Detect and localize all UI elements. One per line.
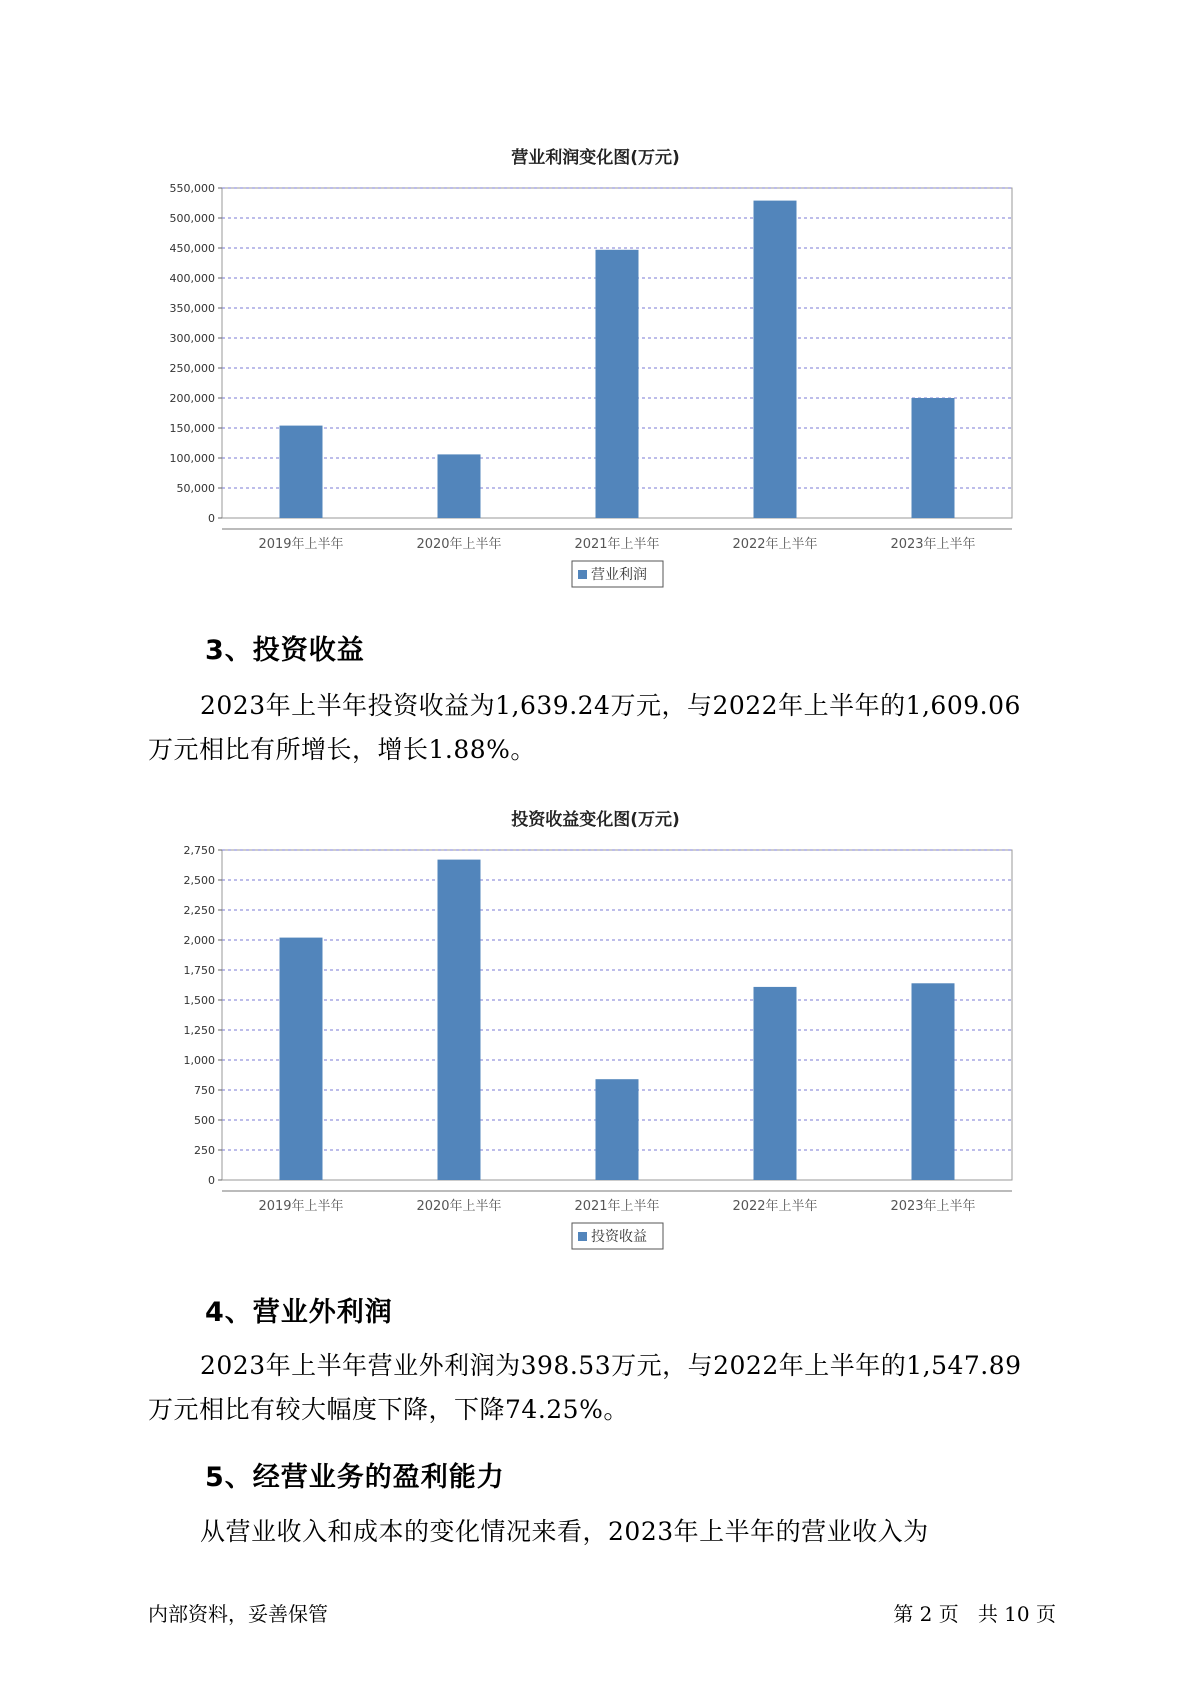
x-tick-label: 2019年上半年 <box>258 1199 344 1214</box>
bar <box>912 398 955 518</box>
y-tick-label: 1,250 <box>183 1024 215 1037</box>
section-heading-profitability: 5、经营业务的盈利能力 <box>205 1462 505 1493</box>
footer-page-number: 第 2 页 共 10 页 <box>893 1602 1056 1626</box>
x-tick-label: 2021年上半年 <box>574 537 660 552</box>
y-tick-label: 500,000 <box>169 212 215 225</box>
bar <box>280 938 323 1180</box>
y-tick-label: 400,000 <box>169 272 215 285</box>
y-tick-label: 750 <box>194 1084 215 1097</box>
y-tick-label: 500 <box>194 1114 215 1127</box>
x-tick-label: 2019年上半年 <box>258 537 344 552</box>
x-tick-label: 2023年上半年 <box>890 537 976 552</box>
chart-title-operating-profit: 营业利润变化图(万元) <box>511 148 680 168</box>
y-tick-label: 100,000 <box>169 452 215 465</box>
y-tick-label: 1,750 <box>183 964 215 977</box>
bar <box>438 454 481 518</box>
y-tick-label: 50,000 <box>176 482 215 495</box>
x-tick-label: 2020年上半年 <box>416 1199 502 1214</box>
section-heading-non-operating-profit: 4、营业外利润 <box>205 1297 393 1328</box>
bar <box>596 1079 639 1180</box>
x-tick-label: 2021年上半年 <box>574 1199 660 1214</box>
y-tick-label: 250,000 <box>169 362 215 375</box>
y-tick-label: 450,000 <box>169 242 215 255</box>
legend-label: 营业利润 <box>591 567 647 583</box>
bar <box>596 250 639 518</box>
chart-title-investment-income: 投资收益变化图(万元) <box>511 810 680 830</box>
x-tick-label: 2023年上半年 <box>890 1199 976 1214</box>
paragraph-non-operating-profit <box>148 1344 1048 1432</box>
paragraph-line: 2023年上半年投资收益为1,639.24万元，与2022年上半年的1,609.06 <box>200 691 1021 720</box>
y-tick-label: 200,000 <box>169 392 215 405</box>
y-tick-label: 1,000 <box>183 1054 215 1067</box>
footer-confidential-note: 内部资料，妥善保管 <box>148 1602 328 1626</box>
x-tick-label: 2020年上半年 <box>416 537 502 552</box>
y-tick-label: 350,000 <box>169 302 215 315</box>
y-tick-label: 2,250 <box>183 904 215 917</box>
bar <box>280 426 323 518</box>
paragraph-line: 从营业收入和成本的变化情况来看，2023年上半年的营业收入为 <box>200 1517 929 1546</box>
bar <box>754 987 797 1180</box>
operating-profit-chart <box>0 160 1191 600</box>
y-tick-label: 1,500 <box>183 994 215 1007</box>
legend-swatch <box>578 570 587 579</box>
section-heading-investment-income: 3、投资收益 <box>205 635 365 666</box>
y-tick-label: 550,000 <box>169 182 215 195</box>
y-tick-label: 300,000 <box>169 332 215 345</box>
bar <box>438 860 481 1180</box>
paragraph-line: 万元相比有所增长，增长1.88%。 <box>148 735 536 764</box>
y-tick-label: 250 <box>194 1144 215 1157</box>
y-tick-label: 2,000 <box>183 934 215 947</box>
y-tick-label: 150,000 <box>169 422 215 435</box>
legend-label: 投资收益 <box>591 1229 647 1245</box>
bar <box>912 983 955 1180</box>
legend-swatch <box>578 1232 587 1241</box>
paragraph-line: 万元相比有较大幅度下降，下降74.25%。 <box>148 1395 629 1424</box>
paragraph-investment-income <box>148 684 1048 772</box>
paragraph-line: 2023年上半年营业外利润为398.53万元，与2022年上半年的1,547.89 <box>200 1351 1022 1380</box>
paragraph-profitability <box>148 1510 1048 1554</box>
y-tick-label: 2,500 <box>183 874 215 887</box>
y-tick-label: 0 <box>208 1174 215 1187</box>
x-tick-label: 2022年上半年 <box>732 1199 818 1214</box>
y-tick-label: 2,750 <box>183 844 215 857</box>
x-tick-label: 2022年上半年 <box>732 537 818 552</box>
bar <box>754 201 797 518</box>
investment-income-chart <box>0 822 1191 1262</box>
y-tick-label: 0 <box>208 512 215 525</box>
